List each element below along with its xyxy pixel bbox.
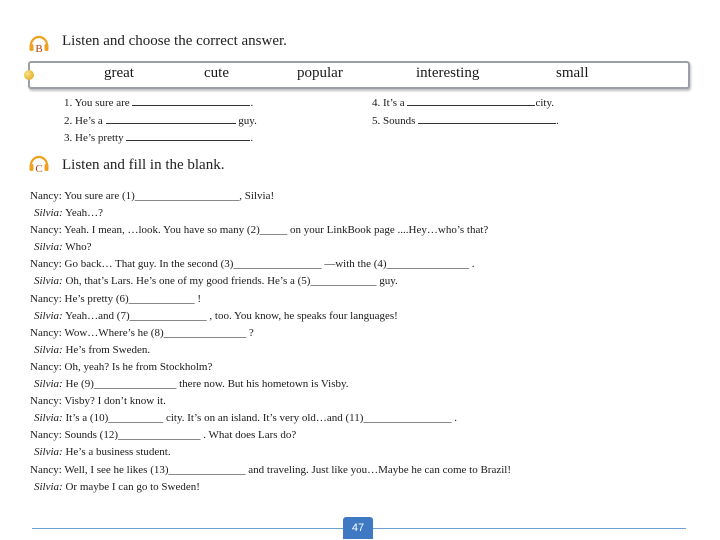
speaker-label: Nancy:: [30, 463, 62, 476]
dialogue-text: You sure are (1): [64, 190, 135, 202]
speaker-label: Nancy:: [30, 292, 62, 305]
dialogue-text: and traveling. Just like you…Maybe he can come to Brazil!: [245, 463, 511, 476]
dialogue-text: Yeah…and (7): [65, 309, 130, 322]
question-2: 2. He’s a guy.: [64, 115, 257, 127]
dialogue-line: [30, 239, 710, 256]
question-1: 1. You sure are .: [64, 97, 254, 109]
dialogue-line: [30, 256, 710, 273]
question-4: 4. It’s a city.: [372, 97, 554, 109]
dialogue: [30, 188, 710, 496]
dialogue-text: —with the (4): [321, 258, 387, 271]
dialogue-line: [30, 410, 710, 427]
dialogue-line: [30, 205, 710, 222]
section-letter-c: C: [35, 163, 43, 175]
dialogue-text: Yeah. I mean, …look. You have so many (2): [64, 224, 260, 237]
dialogue-text: He’s from Sweden.: [65, 343, 151, 356]
speaker-label: Nancy:: [30, 395, 62, 408]
speaker-label: Nancy:: [30, 429, 62, 442]
dialogue-text: He (9): [65, 378, 94, 391]
dialogue-text: Sounds (12): [64, 429, 118, 442]
answer-blank[interactable]: ______________: [129, 309, 207, 322]
speaker-label: Silvia:: [34, 275, 63, 288]
dialogue-line: [30, 273, 710, 290]
answer-blank[interactable]: _______________: [93, 378, 177, 391]
dialogue-line: [30, 359, 710, 376]
answer-blank[interactable]: [418, 113, 556, 124]
dialogue-text: , too. You know, he speaks four languages!: [206, 309, 398, 322]
answer-blank[interactable]: _______________: [386, 258, 470, 271]
speaker-label: Nancy:: [30, 224, 62, 237]
dialogue-text: Yeah…?: [65, 207, 104, 220]
answer-blank[interactable]: __________: [108, 412, 164, 425]
section-letter-b: B: [35, 43, 43, 55]
dialogue-text: He’s pretty (6): [64, 292, 129, 305]
dialogue-text: ?: [246, 326, 254, 339]
dialogue-text: Go back… That guy. In the second (3): [64, 258, 234, 271]
dialogue-text: Wow…Where’s he (8): [64, 326, 164, 339]
dialogue-line: [30, 342, 710, 359]
word-cute: cute: [204, 65, 229, 81]
answer-blank[interactable]: _______________: [163, 326, 247, 339]
word-popular: popular: [297, 65, 343, 81]
dialogue-line: [30, 222, 710, 239]
dialogue-text: city. It’s on an island. It’s very old…and (11): [163, 412, 364, 425]
dialogue-line: [30, 393, 710, 410]
dialogue-text: Oh, yeah? Is he from Stockholm?: [64, 360, 213, 373]
answer-blank[interactable]: _______________: [118, 429, 201, 442]
headphones-icon-c: [28, 152, 50, 176]
dialogue-text: guy.: [376, 275, 398, 288]
answer-blank[interactable]: [132, 95, 250, 106]
answer-blank[interactable]: ________________: [233, 258, 322, 271]
question-5: 5. Sounds .: [372, 115, 559, 127]
speaker-label: Nancy:: [30, 190, 62, 202]
dialogue-text: Or maybe I can go to Sweden!: [65, 480, 200, 493]
dialogue-line: [30, 462, 710, 479]
speaker-label: Silvia:: [34, 412, 63, 425]
dialogue-text: It’s a (10): [65, 412, 109, 425]
dialogue-text: . What does Lars do?: [200, 429, 297, 442]
word-interesting: interesting: [416, 65, 480, 81]
dialogue-line: [30, 188, 710, 205]
dialogue-text: !: [194, 292, 202, 305]
word-bank: [28, 61, 690, 89]
question-3: 3. He’s pretty .: [64, 132, 254, 144]
dialogue-line: [30, 308, 710, 325]
word-small: small: [556, 65, 589, 81]
page-number: 47: [343, 517, 373, 539]
dialogue-text: Who?: [65, 241, 92, 254]
section-c-title: Listen and fill in the blank.: [62, 157, 225, 173]
dialogue-line: [30, 325, 710, 342]
answer-blank[interactable]: [407, 95, 535, 106]
dialogue-line: [30, 291, 710, 308]
speaker-label: Nancy:: [30, 360, 62, 373]
answer-blank[interactable]: ____________: [128, 292, 195, 305]
dialogue-text: .: [469, 258, 475, 271]
dialogue-text: Visby? I don’t know it.: [64, 395, 166, 408]
answer-blank[interactable]: ____________: [310, 275, 377, 288]
speaker-label: Silvia:: [34, 343, 63, 356]
dialogue-text: Oh, that’s Lars. He’s one of my good friends. He’s a (5): [65, 275, 311, 288]
speaker-label: Silvia:: [34, 241, 63, 254]
speaker-label: Silvia:: [34, 446, 63, 459]
section-b-title: Listen and choose the correct answer.: [62, 33, 287, 49]
dialogue-text: Well, I see he likes (13): [64, 463, 169, 476]
answer-blank[interactable]: ________________: [363, 412, 452, 425]
answer-blank[interactable]: ______________: [168, 463, 246, 476]
answer-blank[interactable]: ___________________: [134, 190, 240, 202]
speaker-label: Silvia:: [34, 480, 63, 493]
answer-blank[interactable]: [126, 130, 250, 141]
speaker-label: Nancy:: [30, 258, 62, 271]
dialogue-line: [30, 479, 710, 496]
word-bank-bullet: [24, 70, 34, 80]
dialogue-line: [30, 444, 710, 461]
dialogue-line: [30, 376, 710, 393]
speaker-label: Silvia:: [34, 309, 63, 322]
headphones-icon-b: [28, 32, 50, 56]
word-great: great: [104, 65, 134, 81]
dialogue-text: on your LinkBook page ....Hey…who’s that?: [287, 224, 489, 237]
dialogue-line: [30, 427, 710, 444]
dialogue-text: .: [451, 412, 457, 425]
speaker-label: Silvia:: [34, 378, 63, 391]
speaker-label: Nancy:: [30, 326, 62, 339]
speaker-label: Silvia:: [34, 207, 63, 220]
dialogue-text: there now. But his hometown is Visby.: [176, 378, 349, 391]
answer-blank[interactable]: [106, 113, 236, 124]
answer-blank[interactable]: _____: [259, 224, 288, 237]
dialogue-text: He’s a business student.: [65, 446, 171, 459]
dialogue-text: , Silvia!: [239, 190, 275, 202]
